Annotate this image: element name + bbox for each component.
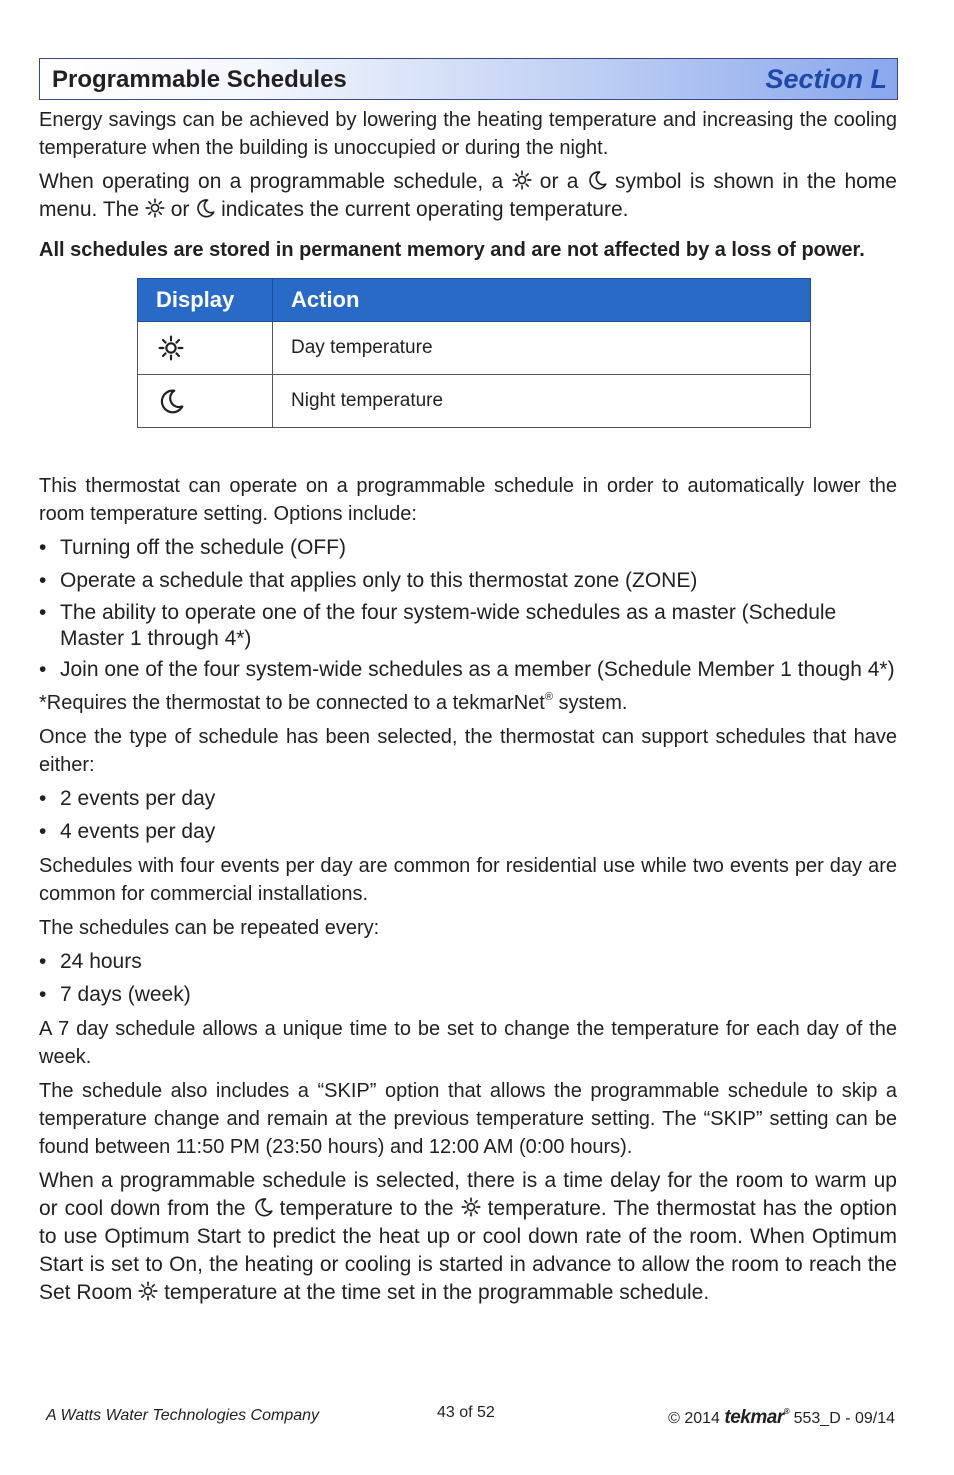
display-cell <box>138 375 273 428</box>
sun-icon <box>512 170 532 190</box>
memory-note: All schedules are stored in permanent memory and are not affected by a loss of power. <box>39 239 865 261</box>
list-item-text: Turning off the schedule (OFF) <box>60 536 346 559</box>
text-fragment: or a <box>539 170 579 193</box>
list-item-text: 7 days (week) <box>60 983 191 1006</box>
sun-icon <box>145 198 165 218</box>
list-item: • 24 hours <box>39 950 142 973</box>
sun-icon <box>138 1281 158 1301</box>
seven-day-paragraph: A 7 day schedule allows a unique time to be set to change the temperature for each day of the week. <box>39 1018 897 1068</box>
table-row <box>138 375 811 428</box>
page-number: 43 of 52 <box>437 1404 495 1421</box>
list-item: • The ability to operate one of the four system-wide schedules as a master (Schedule Master 1 through 4*) <box>39 601 837 650</box>
text-fragment: When a programmable schedule is selected, there is a time delay for the room to warm up or cool down from the <box>39 1169 897 1220</box>
page-title: Programmable Schedules <box>52 66 347 93</box>
list-item: • Turning off the schedule (OFF) <box>39 536 346 559</box>
list-item-text: Operate a schedule that applies only to this thermostat zone (ZONE) <box>60 569 698 592</box>
residential-paragraph: Schedules with four events per day are common for residential use while two events per day are common for commercial installations. <box>39 855 897 905</box>
brand-text: tekmar <box>724 1407 784 1428</box>
tekmar-logo <box>724 1407 789 1428</box>
table-row <box>138 322 811 375</box>
text-fragment: indicates the current operating temperature. <box>221 198 629 221</box>
document-code: 553_D - 09/14 <box>793 1410 895 1427</box>
events-list <box>39 785 897 846</box>
skip-paragraph: The schedule also includes a “SKIP” option that allows the programmable schedule to skip a temperature change and remain at the previous temperature setting. The “SKIP” setting can be found between 11:50 PM (23:50 hours) and 12:00 AM (0:00 hours). <box>39 1080 897 1158</box>
main-content <box>39 106 897 1313</box>
list-item-text: Join one of the four system-wide schedules as a member (Schedule Member 1 though 4*) <box>60 658 895 681</box>
repeat-list <box>39 948 897 1009</box>
moon-icon <box>195 198 215 218</box>
action-cell: Night temperature <box>273 375 811 428</box>
events-paragraph: Once the type of schedule has been selected, the thermostat can support schedules that have either: <box>39 726 897 776</box>
action-cell: Day temperature <box>273 322 811 375</box>
list-item-text: 24 hours <box>60 950 142 973</box>
sun-icon <box>158 335 184 361</box>
text-fragment: *Requires the thermostat to be connected to a tekmarNet <box>39 692 545 714</box>
moon-icon <box>587 170 607 190</box>
options-paragraph: This thermostat can operate on a programmable schedule in order to automatically lower the room temperature setting. Options include: <box>39 475 897 525</box>
options-list <box>39 534 897 683</box>
page-footer <box>0 1403 954 1433</box>
text-fragment: system. <box>552 692 628 714</box>
table-header-row <box>138 279 811 322</box>
list-item: • 7 days (week) <box>39 983 191 1006</box>
list-item-text: 4 events per day <box>60 820 216 843</box>
copyright-text: © 2014 <box>668 1410 720 1427</box>
list-item: • 4 events per day <box>39 820 216 843</box>
intro-paragraph: Energy savings can be achieved by lowering the heating temperature and increasing the cooling temperature when the building is unoccupied or during the night. <box>39 109 897 159</box>
list-item: • 2 events per day <box>39 787 216 810</box>
footer-right <box>668 1407 895 1429</box>
text-fragment: temperature to the <box>279 1197 454 1220</box>
list-item-text: The ability to operate one of the four system-wide schedules as a master (Schedule Master 1 through 4*) <box>60 601 837 650</box>
text-fragment: symbol is shown in the home menu. The <box>39 170 897 221</box>
repeat-paragraph: The schedules can be repeated every: <box>39 917 380 939</box>
sun-icon <box>461 1197 481 1217</box>
optimum-start-paragraph <box>39 1167 897 1307</box>
display-action-table <box>137 278 811 428</box>
list-item-text: 2 events per day <box>60 787 216 810</box>
brand-registered-mark: ® <box>783 1407 790 1416</box>
text-fragment: or <box>170 198 190 221</box>
text-fragment: temperature at the time set in the programmable schedule. <box>164 1281 710 1304</box>
text-fragment: temperature. The thermostat has the option to use Optimum Start to predict the heat up or cool down rate of the room. When Optimum Start is set to On, the heating or cooling is started in advance to allow the room to reach the Set Room <box>39 1197 898 1304</box>
tekmarnet-note <box>39 689 897 717</box>
moon-icon <box>253 1197 273 1217</box>
column-header-action: Action <box>273 279 811 322</box>
column-header-display: Display <box>138 279 273 322</box>
section-header <box>39 58 898 100</box>
registered-mark: ® <box>544 691 553 703</box>
list-item: • Join one of the four system-wide schedules as a member (Schedule Member 1 though 4*) <box>39 658 895 681</box>
text-fragment: When operating on a programmable schedule, a <box>39 170 504 193</box>
moon-icon <box>158 388 184 414</box>
section-label: Section L <box>765 64 887 94</box>
company-name: A Watts Water Technologies Company <box>46 1407 320 1424</box>
symbol-paragraph <box>39 168 897 224</box>
list-item: • Operate a schedule that applies only to this thermostat zone (ZONE) <box>39 569 698 592</box>
display-cell <box>138 322 273 375</box>
